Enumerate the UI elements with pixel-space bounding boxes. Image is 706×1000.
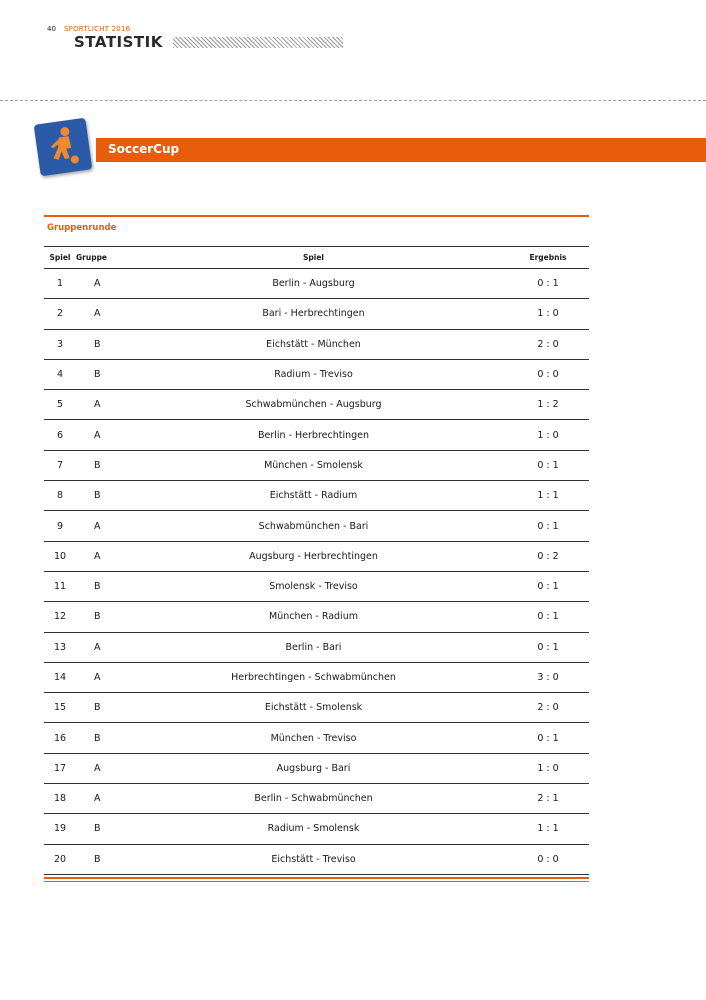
game-number-cell: 17 <box>53 762 67 774</box>
game-number-cell: 19 <box>53 823 67 835</box>
match-cell: Schwabmünchen - Bari <box>258 520 369 532</box>
result-cell: 1 : 2 <box>537 399 559 411</box>
column-header: Gruppe <box>76 253 108 262</box>
group-cell: A <box>94 550 101 562</box>
result-cell: 0 : 0 <box>537 853 559 865</box>
column-header: Spiel <box>303 253 324 262</box>
result-cell: 0 : 1 <box>537 641 559 653</box>
table-body <box>44 269 589 875</box>
group-cell: B <box>94 611 101 623</box>
result-cell: 0 : 1 <box>537 732 559 744</box>
match-cell: München - Smolensk <box>264 459 363 471</box>
match-cell: Augsburg - Herbrechtingen <box>249 550 378 562</box>
match-cell: München - Treviso <box>270 732 357 744</box>
result-cell: 0 : 2 <box>537 550 559 562</box>
table-row <box>44 754 589 784</box>
group-cell: B <box>94 459 101 471</box>
result-cell: 0 : 1 <box>537 459 559 471</box>
group-cell: A <box>94 399 101 411</box>
banner-title: SoccerCup <box>108 142 180 156</box>
game-number-cell: 11 <box>53 581 67 593</box>
hatch-decoration <box>173 37 343 48</box>
match-cell: Berlin - Schwabmünchen <box>254 793 373 805</box>
table-row <box>44 360 589 390</box>
section-title: STATISTIK <box>74 33 163 51</box>
result-cell: 1 : 0 <box>537 429 559 441</box>
table-row <box>44 814 589 844</box>
table-row <box>44 420 589 450</box>
group-cell: A <box>94 520 101 532</box>
results-table <box>44 215 589 882</box>
match-cell: Eichstätt - Treviso <box>271 853 356 865</box>
game-number-cell: 6 <box>56 429 64 441</box>
table-row <box>44 633 589 663</box>
result-cell: 1 : 1 <box>537 490 559 502</box>
column-header: Ergebnis <box>529 253 567 262</box>
result-cell: 0 : 1 <box>537 520 559 532</box>
table-row <box>44 723 589 753</box>
match-cell: Herbrechtingen - Schwabmünchen <box>231 672 396 683</box>
result-cell: 1 : 0 <box>537 762 559 774</box>
table-row <box>44 693 589 723</box>
game-number-cell: 2 <box>56 308 64 320</box>
result-cell: 3 : 0 <box>537 672 559 683</box>
result-cell: 2 : 0 <box>537 702 559 714</box>
match-cell: Berlin - Herbrechtingen <box>257 429 370 441</box>
group-cell: B <box>94 369 101 381</box>
table-row <box>44 572 589 602</box>
column-header: Spiel <box>49 253 71 262</box>
table-row <box>44 784 589 814</box>
table-row <box>44 845 589 875</box>
table-row <box>44 511 589 541</box>
group-cell: A <box>94 278 101 290</box>
group-cell: B <box>94 581 101 593</box>
table-row <box>44 330 589 360</box>
game-number-cell: 9 <box>56 520 64 532</box>
result-cell: 0 : 1 <box>537 611 559 623</box>
group-cell: B <box>94 853 101 865</box>
match-cell: Bari - Herbrechtingen <box>262 308 365 320</box>
game-number-cell: 4 <box>56 369 64 381</box>
game-number-cell: 7 <box>56 459 64 471</box>
match-cell: Radium - Smolensk <box>267 823 360 835</box>
game-number-cell: 3 <box>56 338 64 350</box>
table-row <box>44 299 589 329</box>
game-number-cell: 13 <box>53 641 67 653</box>
game-number-cell: 12 <box>53 611 67 623</box>
game-number-cell: 8 <box>56 490 64 502</box>
match-cell: Eichstätt - München <box>266 338 361 350</box>
group-cell: B <box>94 823 101 835</box>
match-cell: Berlin - Bari <box>285 641 342 653</box>
group-cell: B <box>94 702 101 714</box>
table-row <box>44 451 589 481</box>
match-cell: Eichstätt - Radium <box>269 490 358 502</box>
group-cell: B <box>94 732 101 744</box>
dashed-divider <box>0 100 706 101</box>
group-cell: A <box>94 641 101 653</box>
match-cell: Schwabmünchen - Augsburg <box>245 399 382 411</box>
result-cell: 0 : 1 <box>537 278 559 290</box>
group-cell: B <box>94 490 101 502</box>
page-number: 40 <box>47 25 56 33</box>
match-cell: Eichstätt - Smolensk <box>264 702 363 714</box>
table-section-title: Gruppenrunde <box>44 217 589 247</box>
game-number-cell: 18 <box>53 793 67 805</box>
match-cell: Berlin - Augsburg <box>272 278 355 290</box>
result-cell: 2 : 0 <box>537 338 559 350</box>
result-cell: 0 : 1 <box>537 581 559 593</box>
result-cell: 2 : 1 <box>537 793 559 805</box>
game-number-cell: 1 <box>56 278 64 290</box>
section-heading <box>74 33 343 51</box>
group-cell: A <box>94 308 101 320</box>
game-number-cell: 10 <box>53 550 67 562</box>
game-number-cell: 14 <box>53 672 67 683</box>
publication-name: SPORTLICHT 2016 <box>64 25 131 33</box>
match-cell: Smolensk - Treviso <box>269 581 358 593</box>
group-cell: A <box>94 793 101 805</box>
group-cell: A <box>94 762 101 774</box>
table-header-row <box>44 247 589 269</box>
match-cell: Radium - Treviso <box>274 369 353 381</box>
result-cell: 1 : 0 <box>537 308 559 320</box>
group-cell: A <box>94 672 101 683</box>
result-cell: 0 : 0 <box>537 369 559 381</box>
result-cell: 1 : 1 <box>537 823 559 835</box>
group-cell: B <box>94 338 101 350</box>
game-number-cell: 16 <box>53 732 67 744</box>
table-row <box>44 269 589 299</box>
game-number-cell: 20 <box>53 853 67 865</box>
table-row <box>44 602 589 632</box>
group-cell: A <box>94 429 101 441</box>
table-row <box>44 663 589 693</box>
soccer-player-icon <box>34 118 93 177</box>
match-cell: Augsburg - Bari <box>276 762 351 774</box>
soccercup-banner <box>96 138 706 162</box>
game-number-cell: 15 <box>53 702 67 714</box>
match-cell: München - Radium <box>269 611 358 623</box>
table-row <box>44 390 589 420</box>
game-number-cell: 5 <box>56 399 64 411</box>
table-bottom-rule <box>44 877 589 882</box>
table-row <box>44 542 589 572</box>
table-row <box>44 481 589 511</box>
